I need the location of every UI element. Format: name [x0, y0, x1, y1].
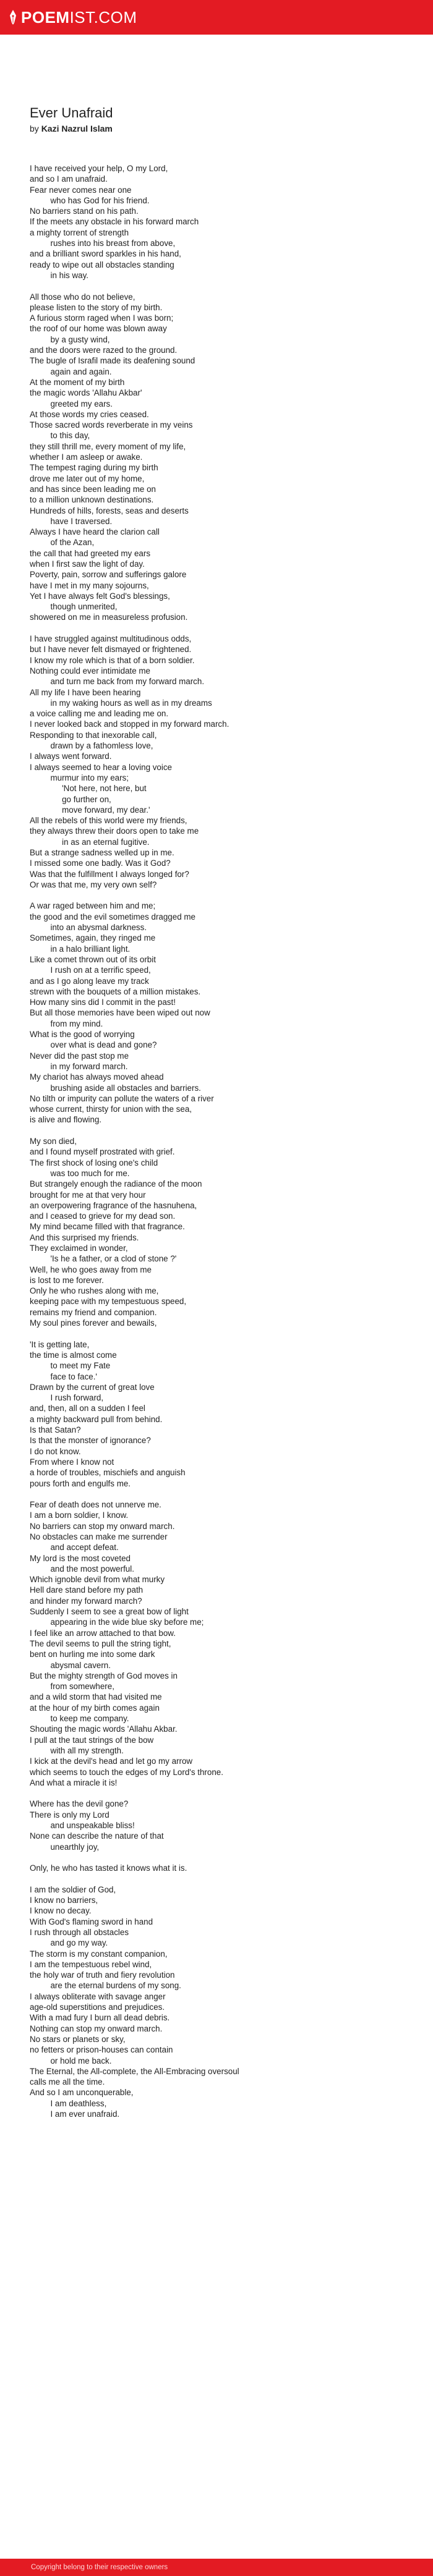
copyright-notice: Copyright belong to their respective owners	[31, 2564, 168, 2571]
byline-prefix: by	[30, 124, 39, 133]
site-name: POEMIST.COM	[21, 7, 137, 27]
pen-nib-icon	[9, 9, 17, 25]
poem-text: I have received your help, O my Lord, and so I am unafraid. Fear never comes near one who has God for his friend. No barriers stand on his path. If the meets any obstacle in his forward march a mighty torrent of strength rushes into his breast from above, and a brilliant sword sparkles in his hand, ready to wipe out all obstacles standing in his way. All those who do not believe, please listen to the story of my birth. A furious storm raged when I was born; the roof of our home was blown away by a gusty wind, and the doors were razed to the ground. The bugle of Israfil made its deafening sound again and again. At the moment of my birth the magic words 'Allahu Akbar' greeted my ears. At those words my cries ceased. Those sacred words reverberate in my veins to this day, they still thrill me, every moment of my life, whether I am asleep or awake. The tempest raging during my birth drove me later out of my home, and has since been leading me on to a million unknown destinations. Hundreds of hills, forests, seas and deserts have I traversed. Always I have heard the clarion call of the Azan, the call that had greeted my ears when I first saw the light of day. Poverty, pain, sorrow and sufferings galore have I met in my many sojourns, Yet I have always felt God's blessings, though unmerited, showered on me in measureless profusion. I have struggled against multitudinous odds, but I have never felt dismayed or frightened. I know my role which is that of a born soldier. Nothing could ever intimidate me and turn me back from my forward march. All my life I have been hearing in my waking hours as well as in my dreams a voice calling me and leading me on. I never looked back and stopped in my forward march. Responding to that inexorable call, drawn by a fathomless love, I always went forward. I always seemed to hear a loving voice murmur into my ears; 'Not here, not here, but go further on, move forward, my dear.' All the rebels of this world were my friends, they always threw their doors open to take me in as an eternal fugitive. But a strange sadness welled up in me. I missed some one badly. Was it God? Was that the fulfillment I always longed for? Or was that me, my very own self? A war raged between him and me; the good and the evil sometimes dragged me into an abysmal darkness. Sometimes, again, they ringed me in a halo brilliant light. Like a comet thrown out of its orbit I rush on at a terrific speed, and as I go along leave my track strewn with the bouquets of a million mistakes. How many sins did I commit in the past! But all those memories have been wiped out now from my mind. What is the good of worrying over what is dead and gone? Never did the past stop me in my forward march. My chariot has always moved ahead brushing aside all obstacles and barriers. No tilth or impurity can pollute the waters of a river whose current, thirsty for union with the sea, is alive and flowing. My son died, and I found myself prostrated with grief. The first shock of losing one's child was too much for me. But strangely enough the radiance of the moon brought for me at that very hour an overpowering fragrance of the hasnuhena, and I ceased to grieve for my dead son. My mind became filled with that fragrance. And this surprised my friends. They exclaimed in wonder, 'Is he a father, or a clod of stone ?' Well, he who goes away from me is lost to me forever. Only he who rushes along with me, keeping pace with my tempestuous speed, remains my friend and companion. My soul pines forever and bewails, 'It is getting late, the time is almost come to meet my Fate face to face.' Drawn by the current of great love I rush forward, and, then, all on a sudden I feel a mighty backward pull from behind. Is that Satan? Is that the monster of ignorance? I do not know. From where I know not a horde of troubles, mischiefs and anguish pours forth and engulfs me. Fear of death does not unnerve me. I am a born soldier, I know. No barriers can stop my onward march. No obstacles can make me surrender and accept defeat. My lord is the most coveted and the most powerful. Which ignoble devil from what murky Hell dare stand before my path and hinder my forward march? Suddenly I seem to see a great bow of light appearing in the wide blue sky before me; I feel like an arrow attached to that bow. The devil seems to pull the string tight, bent on hurling me into some dark abysmal cavern. But the mighty strength of God moves in from somewhere, and a wild storm that had visited me at the hour of my birth comes again to keep me company. Shouting the magic words 'Allahu Akbar. I pull at the taut strings of the bow with all my strength. I kick at the devil's head and let go my arrow which seems to touch the edges of my Lord's throne. And what a miracle it is! Where has the devil gone? There is only my Lord and unspeakable bliss! None can describe the nature of that unearthly joy, Only, he who has tasted it knows what it is. I am the soldier of God, I know no barriers, I know no decay. With God's flaming sword in hand I rush through all obstacles and go my way. The storm is my constant companion, I am the tempestuous rebel wind, the holy war of truth and fiery revolution are the eternal burdens of my song. I always obliterate with savage anger age-old superstitions and prejudices. With a mad fury I burn all dead debris. Nothing can stop my onward march. No stars or planets or sky, no fetters or prison-houses can contain or hold me back. The Eternal, the All-complete, the All-Embracing oversoul calls me all the time. And so I am unconquerable, I am deathless, I am ever unafraid.	[30, 164, 239, 2119]
poem-author-link[interactable]: Kazi Nazrul Islam	[41, 124, 113, 133]
site-header	[0, 0, 433, 35]
poem-byline	[30, 124, 433, 133]
site-logo[interactable]	[9, 8, 137, 27]
poem-container	[0, 35, 433, 2119]
site-footer	[0, 2559, 433, 2576]
poem-title: Ever Unafraid	[30, 105, 113, 121]
